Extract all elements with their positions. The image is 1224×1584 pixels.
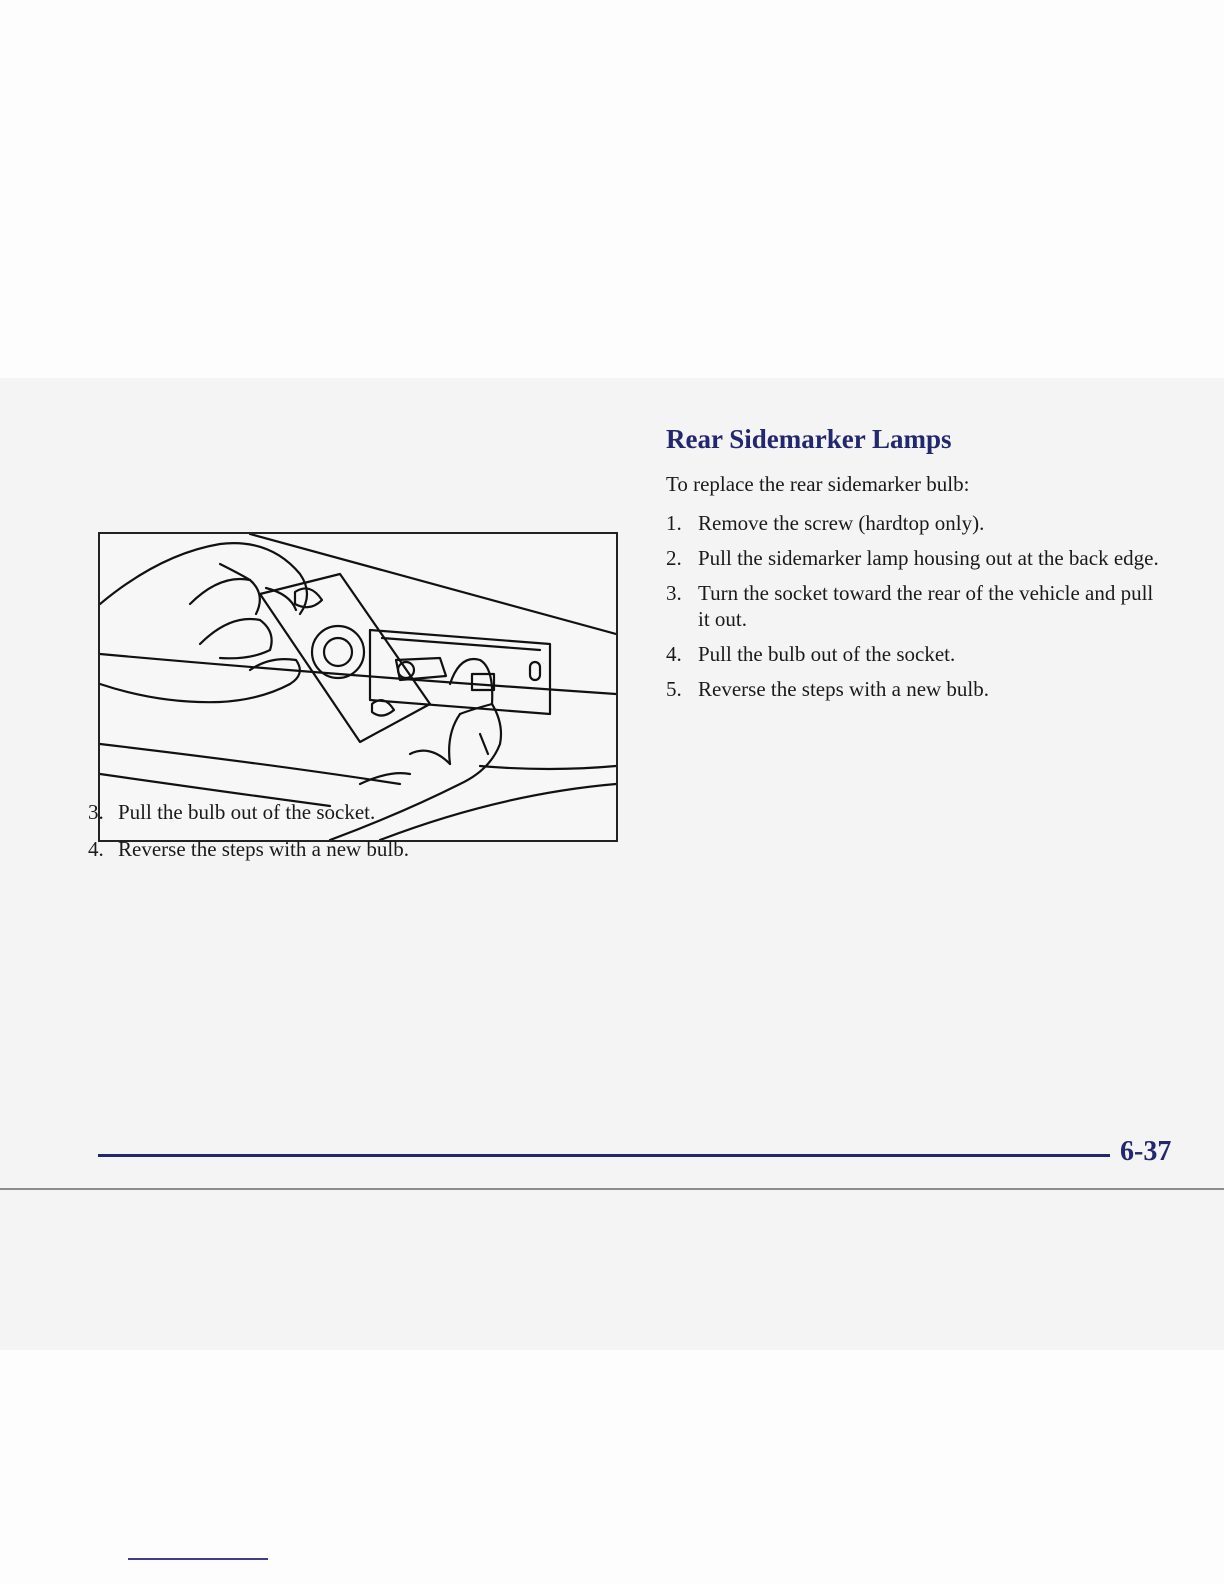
list-item bbox=[666, 580, 1166, 632]
section-intro: To replace the rear sidemarker bulb: bbox=[666, 472, 970, 496]
content-band bbox=[0, 378, 1224, 1350]
list-item bbox=[666, 676, 1166, 702]
step-number: 5. bbox=[666, 677, 682, 701]
step-number: 4. bbox=[88, 837, 104, 861]
step-text: Pull the bulb out of the socket. bbox=[118, 800, 376, 824]
page-number: 6-37 bbox=[1120, 1136, 1172, 1167]
step-text: Remove the screw (hardtop only). bbox=[698, 511, 985, 535]
list-item bbox=[666, 545, 1166, 571]
step-text: Pull the sidemarker lamp housing out at the back edge. bbox=[698, 546, 1159, 570]
step-text: Pull the bulb out of the socket. bbox=[698, 642, 956, 666]
list-item bbox=[666, 641, 1166, 667]
step-number: 2. bbox=[666, 546, 682, 570]
step-text: Reverse the steps with a new bulb. bbox=[698, 677, 990, 701]
section-heading: Rear Sidemarker Lamps bbox=[666, 424, 952, 454]
steps-list bbox=[666, 510, 1166, 702]
list-item bbox=[88, 798, 608, 826]
sidemarker-illustration bbox=[98, 532, 618, 842]
hands-replacing-bulb-drawing bbox=[100, 534, 616, 840]
stray-rule-mark bbox=[128, 1558, 268, 1560]
page-edge-rule bbox=[0, 1188, 1224, 1190]
step-number: 4. bbox=[666, 642, 682, 666]
step-text: Reverse the steps with a new bulb. bbox=[118, 837, 410, 861]
list-item bbox=[666, 510, 1166, 536]
step-number: 3. bbox=[666, 581, 682, 605]
list-item bbox=[88, 835, 608, 863]
previous-steps-list bbox=[88, 798, 608, 872]
rear-sidemarker-section bbox=[666, 422, 1166, 711]
step-number: 3. bbox=[88, 800, 104, 824]
footer-divider bbox=[98, 1154, 1110, 1157]
step-number: 1. bbox=[666, 511, 682, 535]
step-text: Turn the socket toward the rear of the vehicle and pull it out. bbox=[698, 581, 1154, 631]
